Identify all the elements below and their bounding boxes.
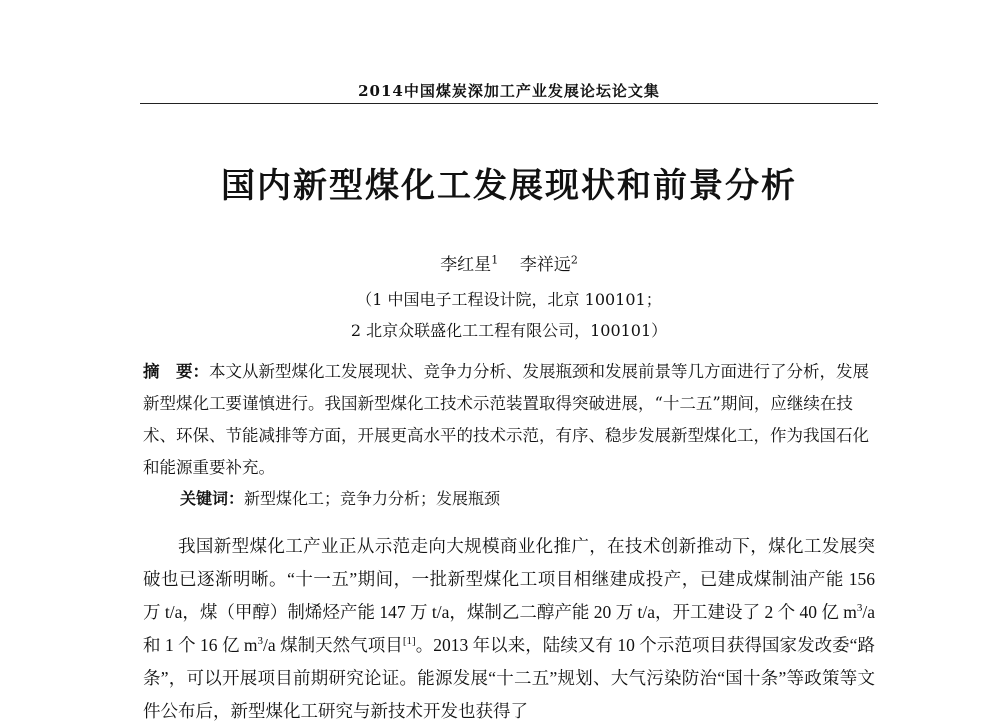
body-text: 。2013 年以来，陆续又有 10 个示范项目获得国家发改委“路条”，可以开展项目前期研究论证。能源发展“十二五”规划、大气污染防治“国十条”等政策等文件公布后，新型煤化工研究与新技术开发也获得了 (143, 635, 875, 721)
affiliation-1: （1 中国电子工程设计院，北京 100101； (356, 290, 662, 309)
keywords-text: 新型煤化工；竞争力分析；发展瓶颈 (244, 489, 501, 508)
keywords-label: 关键词： (180, 489, 245, 508)
keywords (180, 486, 500, 509)
abstract (143, 356, 875, 484)
author-sup: 2 (570, 253, 578, 267)
author-name: 李祥远 (519, 255, 571, 275)
body-paragraph (143, 530, 875, 728)
citation-ref: [1] (402, 635, 416, 648)
author-name: 李红星 (440, 255, 492, 275)
running-header: 2014中国煤炭深加工产业发展论坛论文集 (358, 82, 660, 100)
affiliation-2: 2 北京众联盛化工工程有限公司，100101） (350, 321, 668, 340)
authors (140, 250, 878, 275)
author-sup: 1 (491, 253, 499, 267)
body-text: /a 煤制天然气项目 (263, 635, 403, 655)
body-text: /a 和 1 个 16 亿 m (143, 602, 875, 655)
body-text: 我国新型煤化工产业正从示范走向大规模商业化推广，在技术创新推动下，煤化工发展突破也已逐渐明晰。“十一五”期间，一批新型煤化工项目相继建成投产，已建成煤制油产能 156 万 t/a，煤（甲醇）制烯烃产能 147 万 t/a，煤制乙二醇产能 20 万 t/a，开工建设了 2 个 40 亿 m (143, 536, 875, 622)
abstract-text: 本文从新型煤化工发展现状、竞争力分析、发展瓶颈和发展前景等几方面进行了分析，发展新型煤化工要谨慎进行。我国新型煤化工技术示范装置取得突破进展，“十二五”期间，应继续在技术、环保、节能减排等方面，开展更高水平的技术示范，有序、稳步发展新型煤化工，作为我国石化和能源重要补充。 (143, 362, 869, 477)
superscript: 3 (856, 602, 863, 615)
header-rule (140, 103, 878, 104)
abstract-label: 摘 要： (143, 362, 209, 381)
superscript: 3 (257, 635, 264, 648)
paper-title: 国内新型煤化工发展现状和前景分析 (221, 166, 797, 206)
